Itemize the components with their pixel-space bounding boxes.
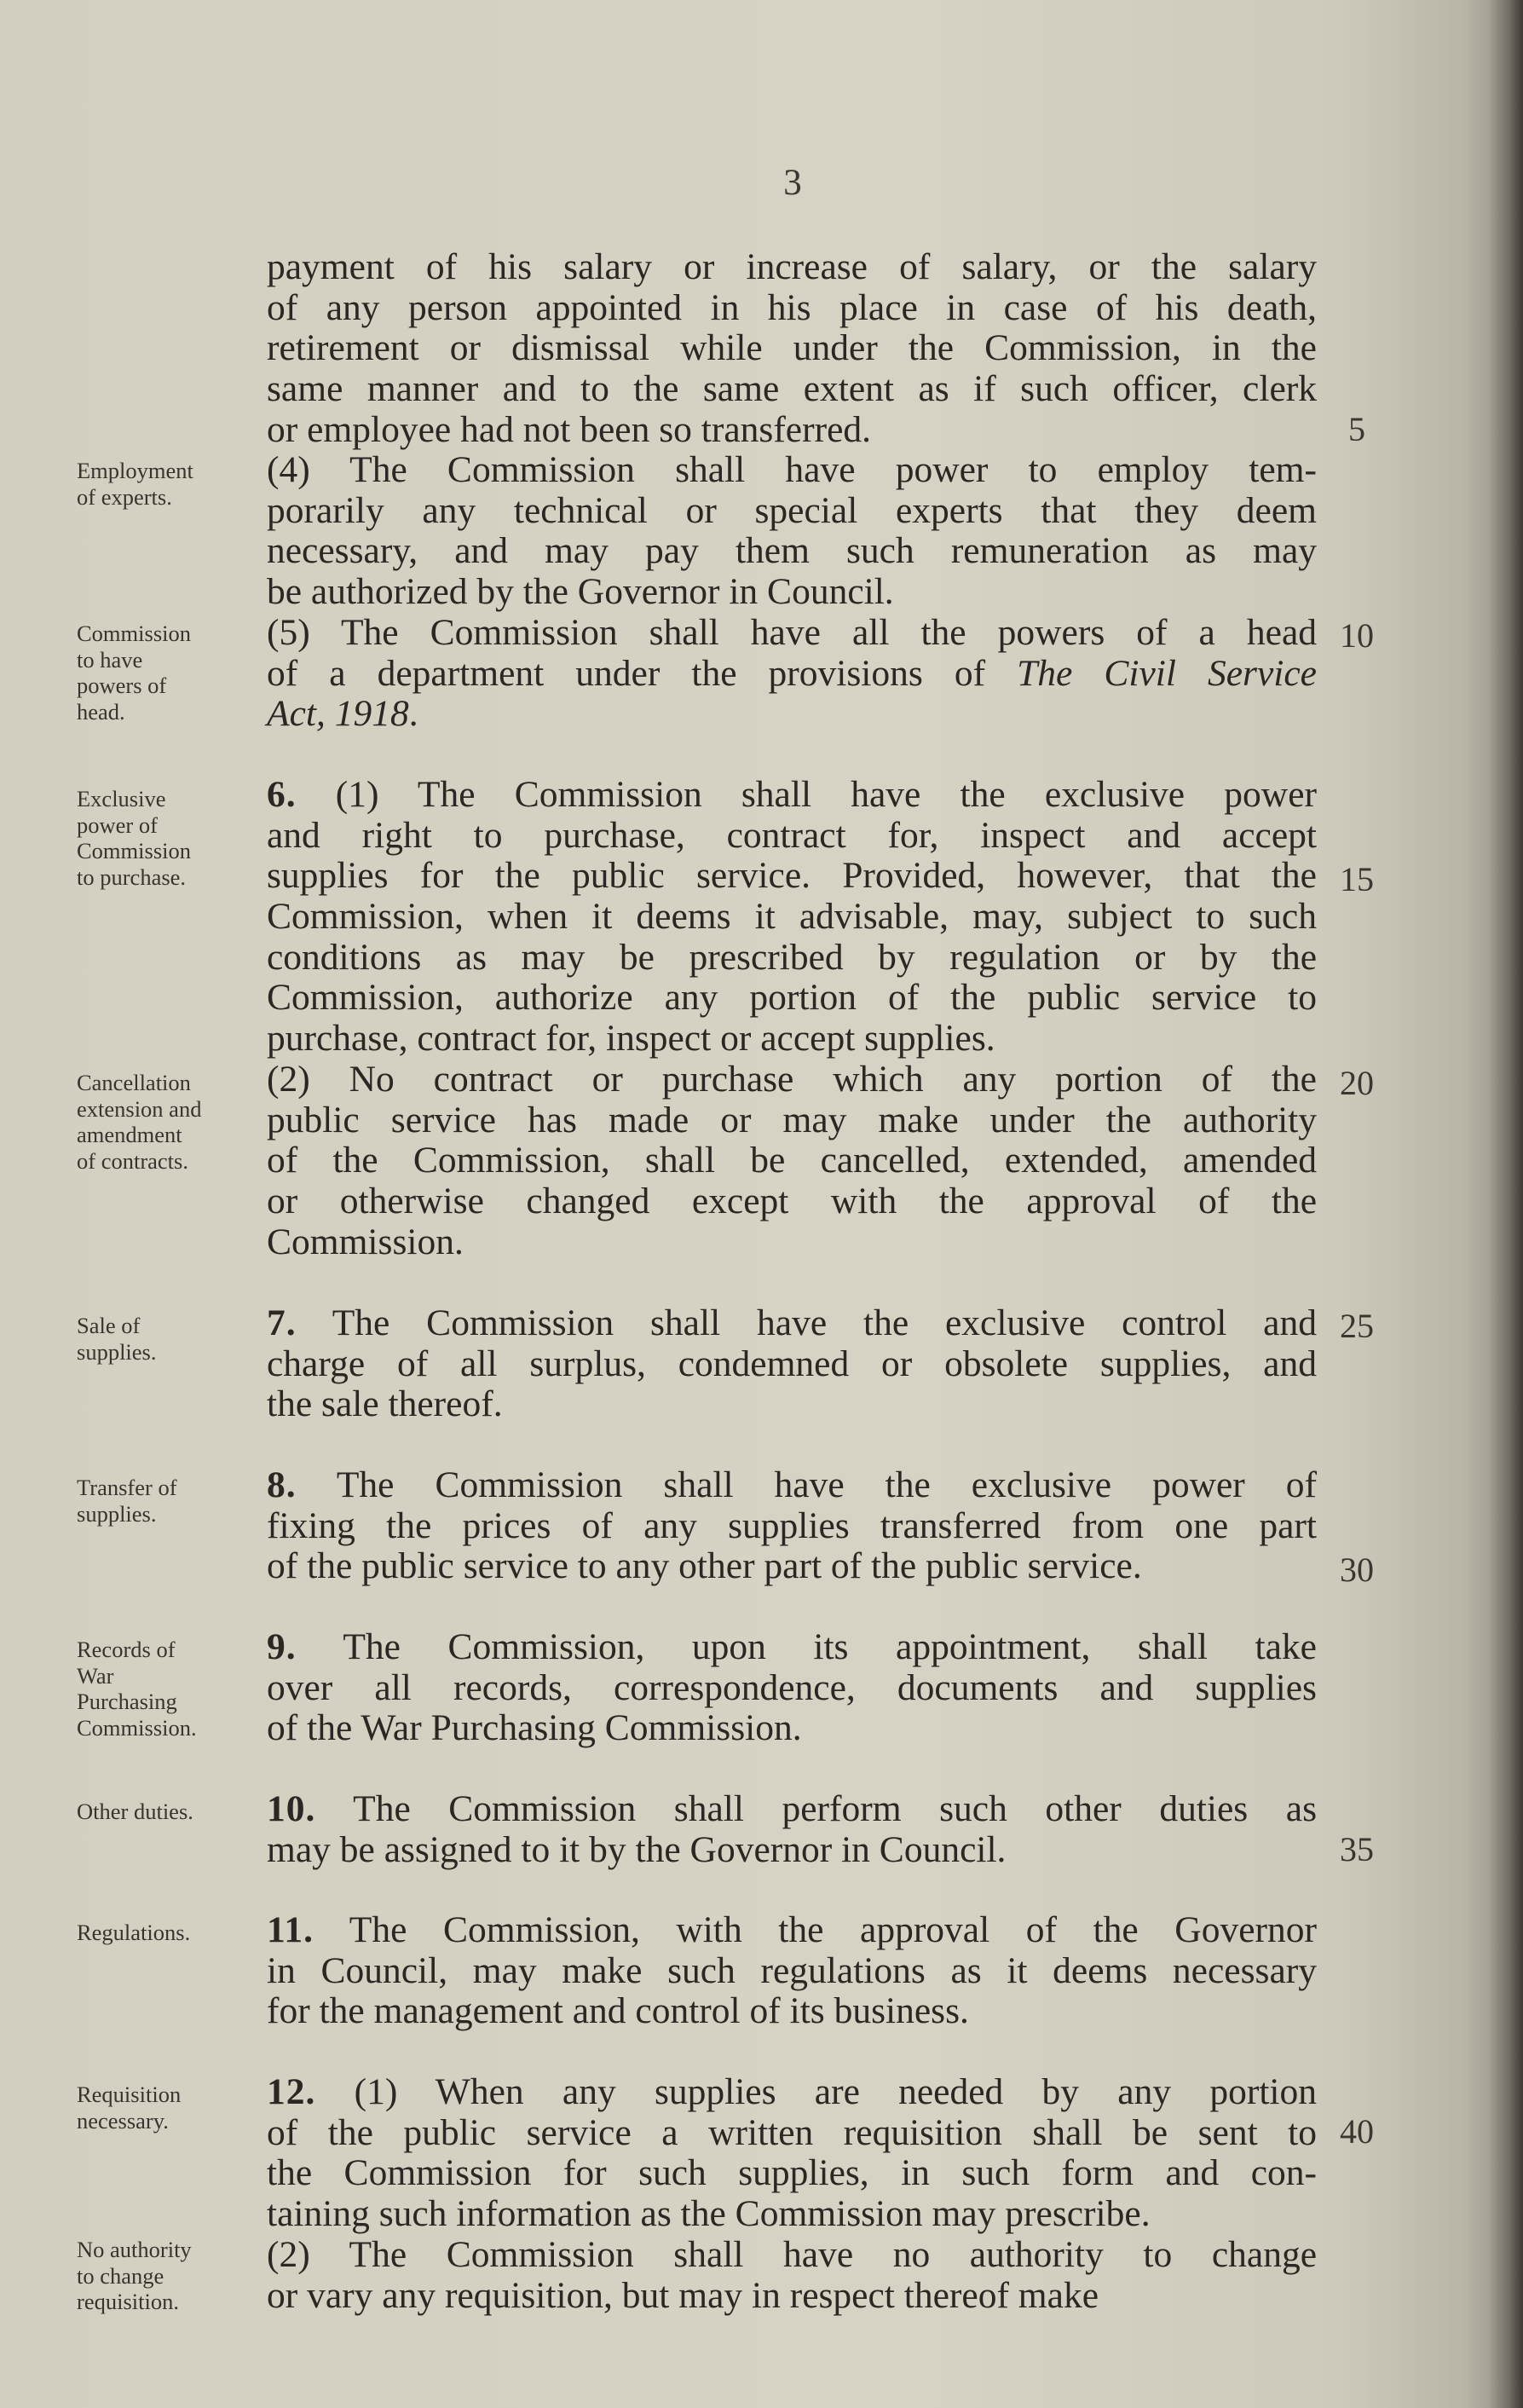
text-line: fixing the prices of any supplies transferred from one part bbox=[267, 1504, 1317, 1546]
section-11-paragraph bbox=[267, 1910, 1317, 2032]
text-line: retirement or dismissal while under the Commission, in the bbox=[267, 327, 1317, 369]
text-line: the Commission for such supplies, in such form and con- bbox=[267, 2152, 1317, 2194]
section-12-paragraph bbox=[267, 2072, 1317, 2235]
text-line: 7. The Commission shall have the exclusive control and bbox=[267, 1302, 1317, 1343]
text-line: 12. (1) When any supplies are needed by any portion bbox=[267, 2071, 1317, 2112]
marginal-note bbox=[77, 2082, 256, 2134]
text-line: payment of his salary or increase of salary, or the salary bbox=[267, 246, 1317, 287]
text-line: necessary, and may pay them such remuneration as may bbox=[267, 530, 1317, 572]
marginal-note-line: Other duties. bbox=[77, 1799, 193, 1824]
marginal-note-line: Commission. bbox=[77, 1714, 197, 1741]
line-number: 40 bbox=[1340, 2112, 1374, 2151]
text-line: for the management and control of its business. bbox=[267, 1990, 969, 2032]
marginal-note bbox=[77, 1920, 256, 1946]
text-line: or otherwise changed except with the approval of the bbox=[267, 1181, 1317, 1222]
section-number: 6. bbox=[267, 774, 297, 815]
section-10-paragraph bbox=[267, 1789, 1317, 1870]
marginal-note-line: to change bbox=[77, 2262, 164, 2289]
text-line: or employee had not been so transferred. bbox=[267, 408, 872, 450]
marginal-note-line: extension and bbox=[77, 1095, 202, 1122]
marginal-note bbox=[77, 1070, 256, 1174]
text-line: conditions as may be prescribed by regulation or by the bbox=[267, 936, 1317, 978]
text-line: 9. The Commission, upon its appointment, shall take bbox=[267, 1626, 1317, 1667]
marginal-note-line: Purchasing bbox=[77, 1689, 177, 1714]
section-number: 9. bbox=[267, 1626, 297, 1667]
marginal-note bbox=[77, 1637, 256, 1741]
text-line: 6. (1) The Commission shall have the exclusive power bbox=[267, 774, 1317, 815]
text-line: and right to purchase, contract for, inspect and accept bbox=[267, 814, 1317, 856]
page-number: 3 bbox=[783, 163, 802, 203]
line-number: 5 bbox=[1348, 410, 1365, 448]
marginal-note bbox=[77, 1799, 256, 1825]
text-line: of any person appointed in his place in case of his death, bbox=[267, 286, 1317, 328]
text-line: of the Commission, shall be cancelled, extended, amended bbox=[267, 1140, 1317, 1181]
text-line: Commission, when it deems it advisable, may, subject to such bbox=[267, 896, 1317, 938]
paragraph bbox=[267, 450, 1317, 613]
marginal-note bbox=[77, 2237, 256, 2315]
text-line: over all records, correspondence, documents and supplies bbox=[267, 1666, 1317, 1708]
line-number: 20 bbox=[1340, 1064, 1374, 1102]
paragraph bbox=[267, 247, 1317, 450]
text-line: public service has made or may make under the authority bbox=[267, 1099, 1317, 1140]
text-line: (4) The Commission shall have power to employ tem- bbox=[267, 449, 1317, 490]
text-line: of the public service to any other part of the public service. bbox=[267, 1545, 1142, 1587]
text-line: or vary any requisition, but may in respect thereof make bbox=[267, 2274, 1099, 2316]
marginal-note-line: supplies. bbox=[77, 1500, 157, 1527]
line-number: 35 bbox=[1340, 1830, 1374, 1868]
marginal-note bbox=[77, 786, 256, 890]
line-number: 25 bbox=[1340, 1307, 1374, 1345]
statute-title: Act, 1918 bbox=[267, 693, 409, 735]
marginal-note bbox=[77, 458, 256, 510]
section-7-paragraph bbox=[267, 1303, 1317, 1425]
text-line: supplies for the public service. Provided, however, that the bbox=[267, 855, 1317, 897]
section-number: 12. bbox=[267, 2071, 316, 2112]
text-line: Commission, authorize any portion of the public service to bbox=[267, 977, 1317, 1019]
marginal-note-line: head. bbox=[77, 698, 125, 725]
marginal-note-line: Sale of bbox=[77, 1313, 141, 1338]
section-8-paragraph bbox=[267, 1465, 1317, 1587]
marginal-note-line: of contracts. bbox=[77, 1147, 188, 1174]
text-line: porarily any technical or special experts that they deem bbox=[267, 489, 1317, 531]
text-line: (5) The Commission shall have all the powers of a head bbox=[267, 612, 1317, 653]
section-6-paragraph bbox=[267, 775, 1317, 1060]
paragraph bbox=[267, 613, 1317, 735]
marginal-note bbox=[77, 1313, 256, 1365]
text-line: taining such information as the Commission may prescribe. bbox=[267, 2193, 1151, 2235]
text-line: charge of all surplus, condemned or obsolete supplies, and bbox=[267, 1343, 1317, 1384]
marginal-note-line: Regulations. bbox=[77, 1920, 191, 1945]
marginal-note-line: necessary. bbox=[77, 2107, 169, 2134]
text-line: may be assigned to it by the Governor in Council. bbox=[267, 1828, 1007, 1870]
marginal-note-line: to have bbox=[77, 646, 143, 673]
marginal-note-line: to purchase. bbox=[77, 863, 187, 890]
line-number: 15 bbox=[1340, 860, 1374, 898]
text-line: 8. The Commission shall have the exclusive power of bbox=[267, 1464, 1317, 1505]
marginal-note-line: requisition. bbox=[77, 2289, 179, 2314]
marginal-note-line: supplies. bbox=[77, 1338, 157, 1365]
marginal-note-line: Requisition bbox=[77, 2082, 182, 2107]
paragraph bbox=[267, 1060, 1317, 1262]
text-line: same manner and to the same extent as if such officer, clerk bbox=[267, 368, 1317, 410]
text-line: Act, 1918. bbox=[267, 693, 418, 735]
line-number: 30 bbox=[1340, 1550, 1374, 1589]
text-line: (2) No contract or purchase which any portion of the bbox=[267, 1059, 1317, 1100]
marginal-note-line: of experts. bbox=[77, 483, 172, 510]
marginal-note-line: No authority bbox=[77, 2237, 192, 2262]
marginal-note-line: Transfer of bbox=[77, 1475, 177, 1500]
section-number: 7. bbox=[267, 1302, 297, 1343]
text-line: be authorized by the Governor in Council. bbox=[267, 571, 894, 613]
text-line: (2) The Commission shall have no authority to change bbox=[267, 2234, 1317, 2275]
marginal-note-line: power of bbox=[77, 811, 158, 838]
marginal-note-line: Exclusive bbox=[77, 786, 166, 811]
statute-title: The Civil Service bbox=[1017, 652, 1317, 694]
section-number: 8. bbox=[267, 1464, 297, 1505]
marginal-note-line: powers of bbox=[77, 673, 167, 698]
marginal-note-line: Commission bbox=[77, 621, 192, 646]
section-9-paragraph bbox=[267, 1627, 1317, 1749]
text-line: 11. The Commission, with the approval of the Governor bbox=[267, 1909, 1317, 1950]
book-spine-shadow bbox=[1489, 0, 1523, 2408]
marginal-note-line: Employment bbox=[77, 458, 193, 483]
marginal-note bbox=[77, 621, 256, 725]
section-number: 11. bbox=[267, 1909, 314, 1950]
marginal-note-line: Records of bbox=[77, 1637, 176, 1662]
text-line: purchase, contract for, inspect or accept supplies. bbox=[267, 1018, 995, 1060]
line-number: 10 bbox=[1340, 616, 1374, 655]
text-line: Commission. bbox=[267, 1221, 464, 1262]
text-line: of the War Purchasing Commission. bbox=[267, 1707, 802, 1749]
text-line: of a department under the provisions of The Civil Service bbox=[267, 652, 1317, 694]
marginal-note-line: Commission bbox=[77, 838, 192, 863]
marginal-note bbox=[77, 1475, 256, 1527]
section-number: 10. bbox=[267, 1788, 316, 1829]
text-line: 10. The Commission shall perform such other duties as bbox=[267, 1788, 1317, 1829]
marginal-note-line: amendment bbox=[77, 1122, 182, 1147]
text-line: the sale thereof. bbox=[267, 1383, 503, 1425]
text-line: of the public service a written requisition shall be sent to bbox=[267, 2111, 1317, 2153]
text-line: in Council, may make such regulations as it deems necessary bbox=[267, 1949, 1317, 1991]
marginal-note-line: Cancellation bbox=[77, 1070, 191, 1095]
paragraph bbox=[267, 2235, 1317, 2316]
marginal-note-line: War bbox=[77, 1662, 114, 1689]
